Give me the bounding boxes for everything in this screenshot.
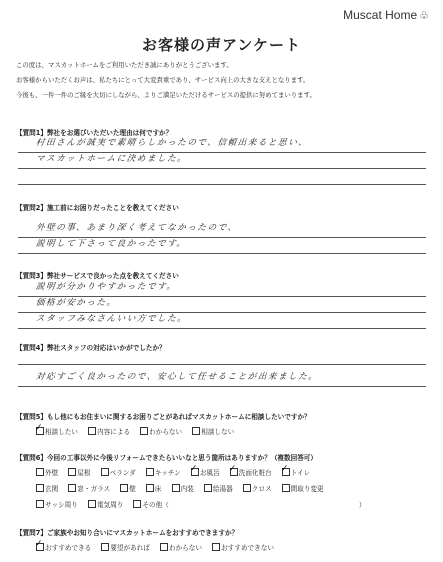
checkbox[interactable] (120, 484, 128, 492)
option-label: 要望があれば (110, 544, 150, 552)
question-3-label: 【質問3】弊社サービスで良かった点を教えてください (16, 272, 179, 280)
checkbox[interactable] (243, 484, 251, 492)
option-label: ベランダ (109, 469, 136, 477)
option-label: サッシ周り (45, 501, 78, 509)
checkbox-checked[interactable] (36, 543, 44, 551)
question-1-answer-line: マスカットホームに決めました。 (35, 154, 188, 164)
question-7-options (36, 542, 282, 552)
option-label: クロス (251, 485, 272, 493)
option-consult[interactable] (36, 426, 78, 436)
checkbox[interactable] (282, 484, 290, 492)
option-depends[interactable] (88, 426, 130, 436)
checkbox-checked[interactable] (230, 468, 238, 476)
option-label: 玄関 (45, 485, 59, 493)
question-4-label: 【質問4】弊社スタッフの対応はいかがでしたか？ (16, 344, 166, 352)
option-label: おすすめできる (45, 544, 92, 552)
intro-line: 今後も、一件一件のご縁を大切にしながら、よりご満足いただけるサービスの提供に努めてまいります。 (16, 91, 316, 99)
option-wall[interactable] (120, 483, 136, 493)
option-label: 洗面化粧台 (238, 469, 272, 477)
option-label: その他（ (142, 501, 169, 509)
option-label: 電気周り (96, 501, 124, 509)
option-wallpaper[interactable] (243, 483, 272, 493)
option-entrance[interactable] (36, 483, 58, 493)
question-5-label: 【質問5】もし他にもお住まいに関するお困りごとがあればマスカットホームに相談したいですか？ (16, 413, 311, 421)
option-other[interactable] (133, 499, 365, 509)
option-label: 外壁 (45, 469, 59, 477)
question-2-label: 【質問2】施工前にお困りだったことを教えてください (16, 204, 179, 212)
option-label: 壁 (129, 485, 136, 493)
checkbox[interactable] (172, 484, 180, 492)
option-unsure[interactable] (160, 542, 202, 552)
option-water-heater[interactable] (204, 483, 233, 493)
checkbox[interactable] (204, 484, 212, 492)
option-vanity[interactable] (230, 467, 272, 477)
answer-rule (18, 386, 426, 387)
brand-name: Muscat Home (343, 8, 418, 22)
answer-rule (18, 364, 426, 365)
question-6-row (36, 499, 373, 509)
question-6-row (36, 483, 332, 493)
option-sash[interactable] (36, 499, 78, 509)
option-label: わからない (169, 544, 202, 552)
option-label: 内装 (180, 485, 194, 493)
option-recommend[interactable] (36, 542, 91, 552)
question-6-row (36, 467, 318, 477)
checkbox[interactable] (88, 500, 96, 508)
question-5-options (36, 426, 242, 436)
question-3-answer-line: 説明が分かりやすかったです。 (35, 282, 178, 292)
question-7-label: 【質問7】ご家族やお知り合いにマスカットホームをおすすめできますか？ (16, 529, 239, 537)
checkbox[interactable] (36, 484, 44, 492)
checkbox[interactable] (68, 468, 76, 476)
answer-rule (18, 328, 426, 329)
option-label: 相談しない (201, 428, 235, 436)
option-label: おすすめできない (221, 544, 274, 552)
intro-line: お客様からいただくお声は、私たちにとって大変貴重であり、サービス向上の大きな支えとなります。 (16, 76, 310, 84)
option-label: 窓・ガラス (77, 485, 111, 493)
option-veranda[interactable] (101, 467, 136, 477)
checkbox[interactable] (68, 484, 76, 492)
checkbox-checked[interactable] (191, 468, 199, 476)
answer-rule (18, 168, 426, 169)
option-roof[interactable] (68, 467, 90, 477)
option-bath[interactable] (191, 467, 220, 477)
option-label: 給湯器 (212, 485, 233, 493)
option-kitchen[interactable] (146, 467, 181, 477)
option-label: トイレ (290, 469, 311, 477)
option-label: 床 (154, 485, 162, 493)
intro-text (16, 58, 428, 103)
option-interior[interactable] (172, 483, 194, 493)
question-1-answer-line: 村田さんが誠実で素晴らしかったので、信頼出来ると思い、 (35, 138, 309, 148)
question-6-label: 【質問6】今回の工事以外に今後リフォームできたらいいなと思う箇所はありますか？（複数回答可） (16, 454, 317, 462)
page-title: お客様の声アンケート (141, 36, 302, 54)
option-label: わからない (149, 428, 183, 436)
checkbox[interactable] (146, 484, 154, 492)
option-label: 相談したい (45, 428, 78, 436)
checkbox[interactable] (101, 468, 109, 476)
question-2-answer-line: 説明して下さって良かったです。 (35, 239, 188, 249)
option-unsure[interactable] (140, 426, 182, 436)
option-no-consult[interactable] (192, 426, 234, 436)
option-label: キッチン (154, 469, 181, 477)
checkbox[interactable] (88, 427, 96, 435)
intro-line: この度は、マスカットホームをご利用いただき誠にありがとうございます。 (16, 61, 233, 69)
option-if-requested[interactable] (101, 542, 150, 552)
option-label: 屋根 (77, 469, 91, 477)
option-not-recommend[interactable] (212, 542, 274, 552)
question-1-label: 【質問1】弊社をお選びいただいた理由は何ですか？ (16, 129, 173, 137)
option-window-glass[interactable] (68, 483, 110, 493)
question-4-answer-line: 対応すごく良かったので、安心して任せることが出来ました。 (35, 372, 319, 382)
option-label: 間取り変更 (290, 485, 324, 493)
option-suffix: ） (358, 501, 366, 509)
question-3-answer-line: 価格が安かった。 (35, 298, 118, 308)
option-layout-change[interactable] (282, 483, 324, 493)
option-electrical[interactable] (88, 499, 123, 509)
answer-rule (18, 184, 426, 185)
question-2-answer-line: 外壁の事、あまり深く考えてなかったので、 (35, 223, 239, 233)
checkbox[interactable] (140, 427, 148, 435)
checkbox[interactable] (146, 468, 154, 476)
checkbox[interactable] (212, 543, 220, 551)
checkbox[interactable] (36, 500, 44, 508)
checkbox-checked[interactable] (282, 468, 290, 476)
checkbox[interactable] (133, 500, 141, 508)
checkbox[interactable] (101, 543, 109, 551)
option-label: 内容による (97, 428, 131, 436)
option-exterior-wall[interactable] (36, 467, 58, 477)
option-label: お風呂 (199, 469, 220, 477)
clover-icon: ♧ (419, 10, 429, 22)
option-toilet[interactable] (282, 467, 310, 477)
option-floor[interactable] (146, 483, 162, 493)
checkbox[interactable] (192, 427, 200, 435)
brand-logo (343, 8, 429, 22)
checkbox[interactable] (36, 468, 44, 476)
checkbox[interactable] (160, 543, 168, 551)
question-3-answer-line: スタッフみなさんいい方でした。 (35, 314, 188, 324)
checkbox-checked[interactable] (36, 427, 44, 435)
answer-rule (18, 253, 426, 254)
